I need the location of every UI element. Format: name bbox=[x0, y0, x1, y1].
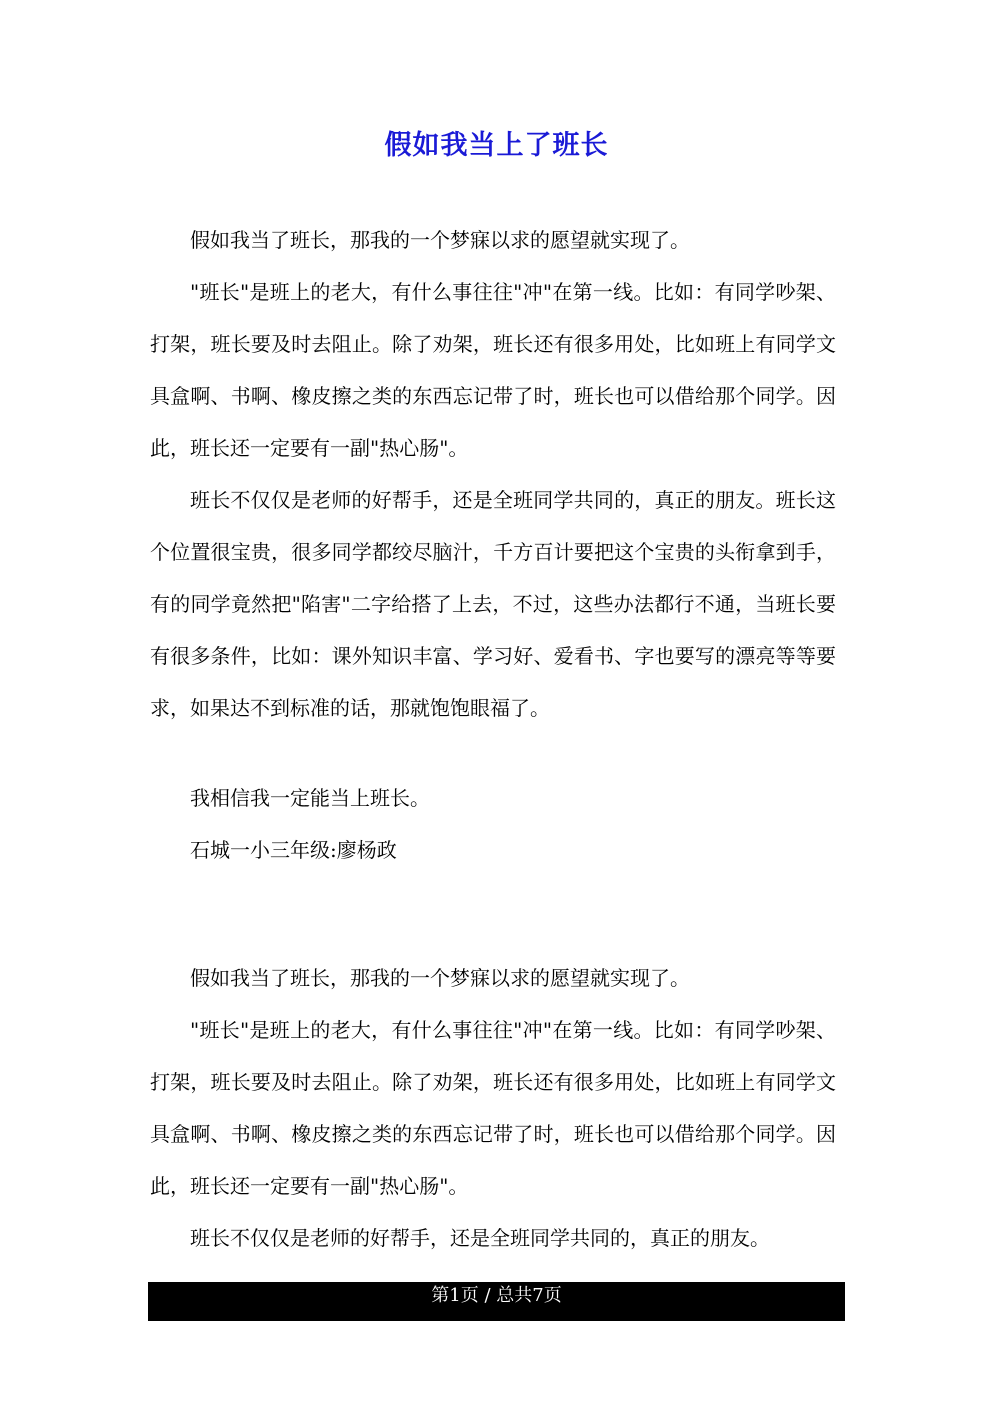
paragraph: 班长不仅仅是老师的好帮手，还是全班同学共同的，真正的朋友。班长这个位置很宝贵，很多同学都绞尽脑汁，千方百计要把这个宝贵的头衔拿到手，有的同学竟然把"陷害"二字给搭了上去，不过，这些办法都行不通，当班长要有很多条件，比如：课外知识丰富、学习好、爱看书、字也要写的漂亮等等要求，如果达不到标准的话，那就饱饱眼福了。 bbox=[150, 488, 836, 720]
document-title: 假如我当上了班长 bbox=[384, 130, 609, 161]
paragraph: 班长不仅仅是老师的好帮手，还是全班同学共同的，真正的朋友。 bbox=[190, 1226, 770, 1250]
essay-closing bbox=[150, 772, 836, 876]
essay-section-repeat bbox=[150, 952, 836, 1264]
paragraph: 假如我当了班长，那我的一个梦寐以求的愿望就实现了。 bbox=[190, 966, 690, 990]
page-footer bbox=[148, 1282, 845, 1321]
paragraph: 假如我当了班长，那我的一个梦寐以求的愿望就实现了。 bbox=[190, 228, 690, 252]
paragraph: "班长"是班上的老大，有什么事往往"冲"在第一线。比如：有同学吵架、打架，班长要及时去阻止。除了劝架，班长还有很多用处，比如班上有同学文具盒啊、书啊、橡皮擦之类的东西忘记带了时，班长也可以借给那个同学。因此，班长还一定要有一副"热心肠"。 bbox=[150, 1018, 836, 1198]
closing-line: 我相信我一定能当上班长。 bbox=[190, 786, 430, 810]
essay-section-1 bbox=[150, 214, 836, 734]
author-line: 石城一小三年级:廖杨政 bbox=[190, 838, 397, 862]
page-indicator: 第1页 / 总共7页 bbox=[431, 1285, 562, 1306]
paragraph: "班长"是班上的老大，有什么事往往"冲"在第一线。比如：有同学吵架、打架，班长要及时去阻止。除了劝架，班长还有很多用处，比如班上有同学文具盒啊、书啊、橡皮擦之类的东西忘记带了时，班长也可以借给那个同学。因此，班长还一定要有一副"热心肠"。 bbox=[150, 280, 836, 460]
